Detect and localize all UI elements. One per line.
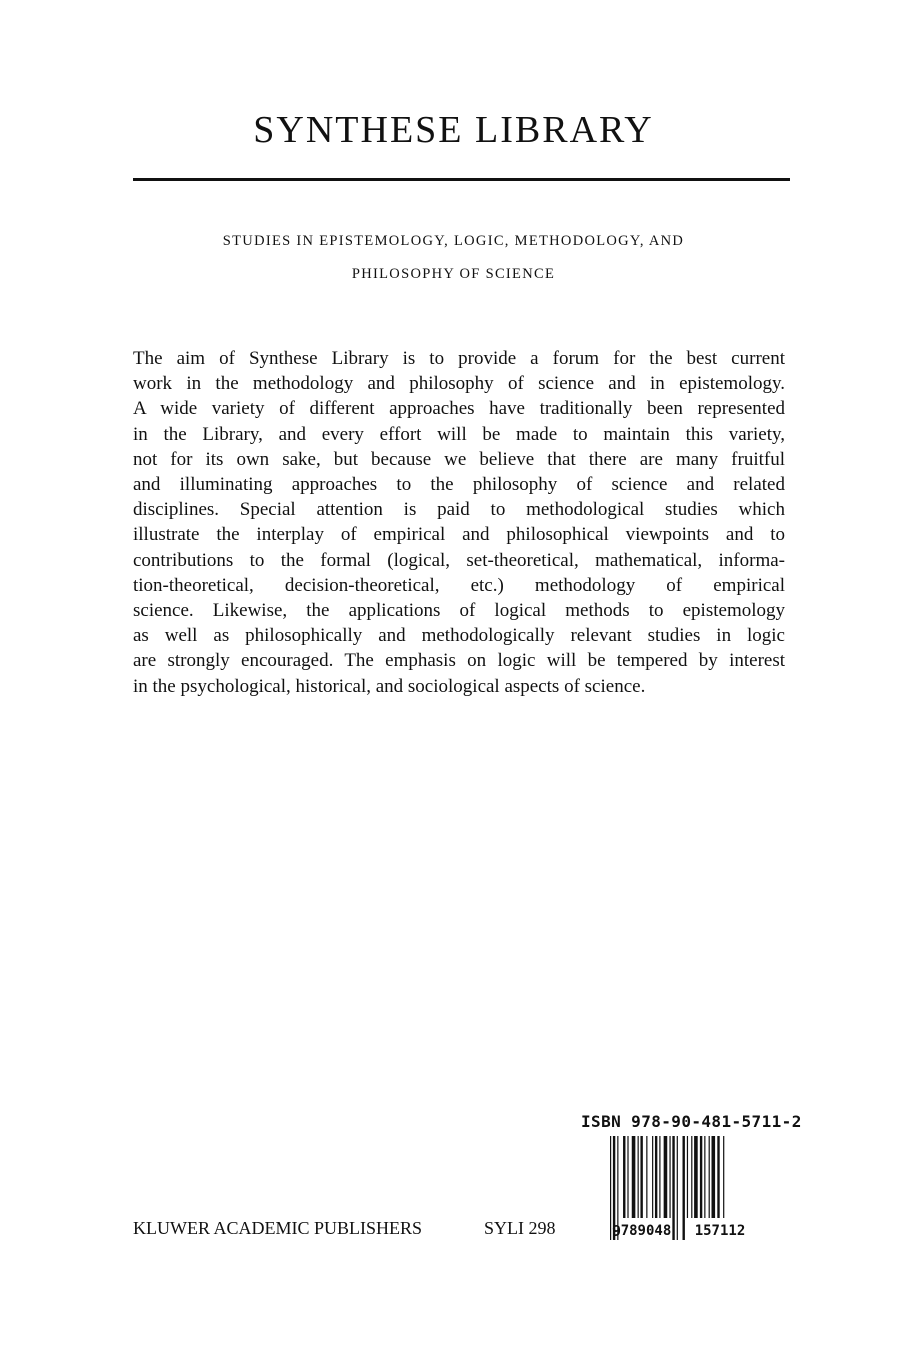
barcode-lead-digit: 9 [612,1222,622,1240]
paragraph-line: are strongly encouraged. The emphasis on logic will be tempered by interest [133,650,785,672]
series-subtitle-line-1: STUDIES IN EPISTEMOLOGY, LOGIC, METHODOLOGY, AND [222,233,685,249]
paragraph-line: in the Library, and every effort will be made to maintain this variety, [133,423,785,445]
description-paragraph [133,346,785,699]
paragraph-line: disciplines. Special attention is paid to methodological studies which [133,499,785,521]
paragraph-line: illustrate the interplay of empirical and philosophical viewpoints and to [133,524,785,546]
isbn-label: ISBN 978-90-481-5711-2 [581,1112,802,1131]
paragraph-line: contributions to the formal (logical, set-theoretical, mathematical, informa- [133,549,785,571]
series-title: SYNTHESE LIBRARY [253,109,654,151]
paragraph-line: in the psychological, historical, and sociological aspects of science. [133,675,646,697]
barcode-icon [606,1134,762,1244]
series-code: SYLI 298 [484,1218,556,1238]
paragraph-line: work in the methodology and philosophy of science and in epistemology. [133,373,785,395]
barcode-digits-group-1: 789048 [620,1223,672,1239]
paragraph-line: not for its own sake, but because we believe that there are many fruitful [133,448,785,470]
paragraph-line: The aim of Synthese Library is to provide a forum for the best current [133,348,785,369]
paragraph-line: tion-theoretical, decision-theoretical, etc.) methodology of empirical [133,574,785,596]
paragraph-line: and illuminating approaches to the philosophy of science and related [133,474,785,496]
publisher-name: KLUWER ACADEMIC PUBLISHERS [133,1218,423,1238]
paragraph-line: as well as philosophically and methodologically relevant studies in logic [133,625,785,647]
paragraph-line: A wide variety of different approaches have traditionally been represented [133,398,785,420]
paragraph-line: science. Likewise, the applications of logical methods to epistemology [133,600,785,622]
title-rule [133,178,790,181]
series-subtitle-line-2: PHILOSOPHY OF SCIENCE [351,266,556,282]
barcode-digits-group-2: 157112 [694,1223,746,1239]
